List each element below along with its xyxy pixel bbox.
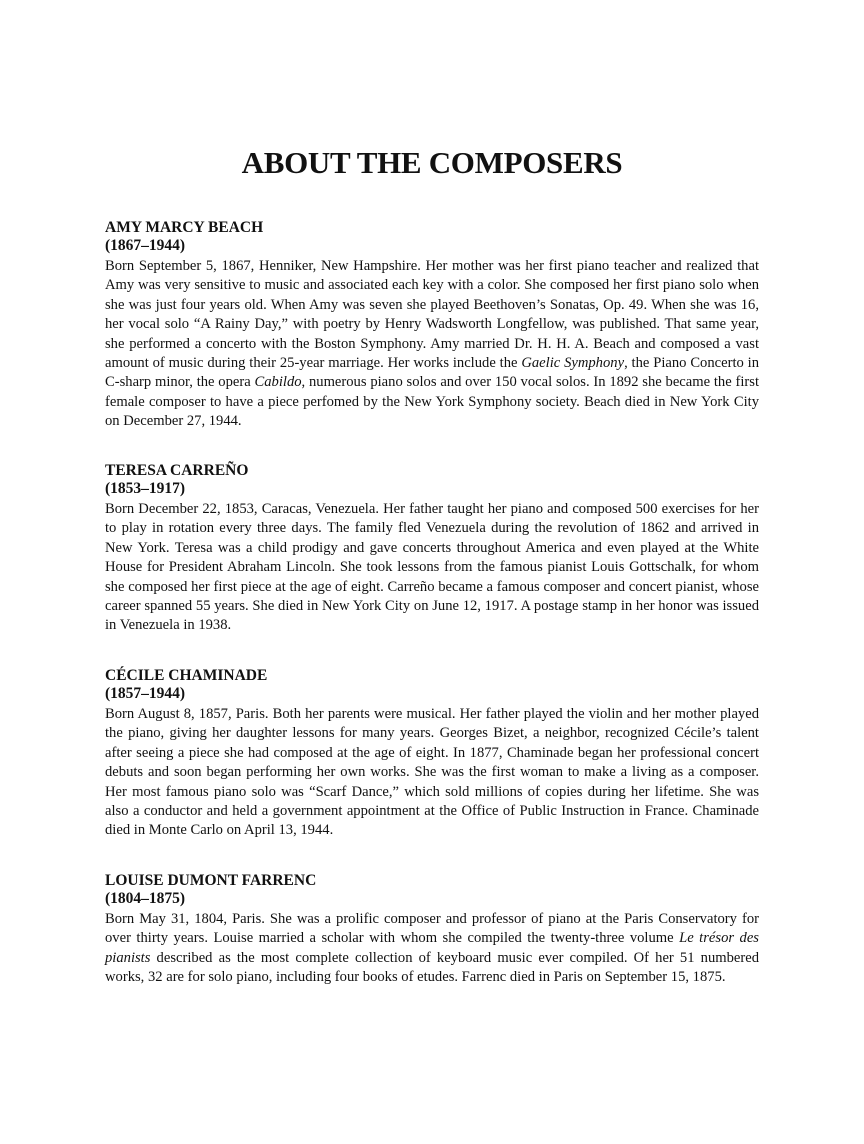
page-title: ABOUT THE COMPOSERS <box>241 145 623 180</box>
bio-text: Born December 22, 1853, Caracas, Venezuela. Her father taught her piano and composed 500 exercises for her to play in rotation every three days. The family fled Venezuela during the revolution of 1862 and arrived in New York. Teresa was a child prodigy and gave concerts throughout America and even played at the White House for President Abraham Lincoln. She took lessons from the famous pianist Louis Gottschalk, for whom she composed her first piece at the age of eight. Carreño became a famous composer and concert pianist, whose career spanned 55 years. She died in New York City on June 12, 1917. A postage stamp in her honor was issued in Venezuela in 1938. <box>105 501 759 634</box>
composer-dates: (1867–1944) <box>105 237 186 254</box>
bio-work-title: Gaelic Symphony <box>521 355 625 372</box>
composer-name: TERESA CARREÑO <box>105 462 249 479</box>
composer-bio <box>105 500 759 636</box>
composer-dates: (1853–1917) <box>105 480 186 497</box>
composer-dates: (1857–1944) <box>105 685 186 702</box>
composer-section-beach <box>105 219 759 432</box>
bio-text: Born August 8, 1857, Paris. Both her parents were musical. Her father played the violin and her mother played the piano, giving her daughter lessons for many years. Georges Bizet, a neighbor, recognized Cécile’s talent after seeing a piece she had composed at the age of eight. In 1877, Chaminade began her professional concert debuts and soon began performing her own works. She was the first woman to make a living as a composer. Her most famous piano solo was “Scarf Dance,” which sold millions of copies during her lifetime. She was also a conductor and held a government appointment at the Office of Public Instruction in France. Chaminade died in Monte Carlo on April 13, 1944. <box>105 706 759 839</box>
composer-bio <box>105 705 759 841</box>
bio-work-title: Cabildo <box>254 374 302 391</box>
composer-dates: (1804–1875) <box>105 890 186 907</box>
bio-text: Born May 31, 1804, Paris. She was a prolific composer and professor of piano at the Paris Conservatory for over thirty years. Louise married a scholar with whom she compiled the twenty-three volume <box>105 911 759 947</box>
composer-name: AMY MARCY BEACH <box>105 219 264 236</box>
composer-bio <box>105 910 759 988</box>
composer-section-carreno <box>105 462 759 636</box>
bio-text: , the Piano Concerto in C-sharp minor, the opera <box>105 355 760 391</box>
composer-section-chaminade <box>105 667 759 841</box>
composer-name: LOUISE DUMONT FARRENC <box>105 872 317 889</box>
composer-bio <box>105 257 759 432</box>
bio-text: Born September 5, 1867, Henniker, New Hampshire. Her mother was her first piano teacher and realized that Amy was very sensitive to music and associated each key with a color. She composed her first piano solo when she was just four years old. When Amy was seven she played Beethoven’s Sonatas, Op. 49. When she was 16, her vocal solo “A Rainy Day,” with poetry by Henry Wadsworth Longfellow, was published. That same year, she performed a concerto with the Boston Symphony. Amy married Dr. H. H. A. Beach and composed a vast amount of music during their 25-year marriage. Her works include the <box>105 258 759 372</box>
bio-text: , numerous piano solos and over 150 vocal solos. In 1892 she became the first female composer to have a piece perfomed by the New York Symphony society. Beach died in New York City on December 27, 1944. <box>105 374 759 430</box>
composer-section-farrenc <box>105 872 759 988</box>
composer-name: CÉCILE CHAMINADE <box>105 667 268 684</box>
bio-text: described as the most complete collection of keyboard music ever compiled. Of her 51 numbered works, 32 are for solo piano, including four books of etudes. Farrenc died in Paris on September 15, 1875. <box>105 949 759 986</box>
bio-work-title: Le trésor des pianists <box>105 930 759 966</box>
